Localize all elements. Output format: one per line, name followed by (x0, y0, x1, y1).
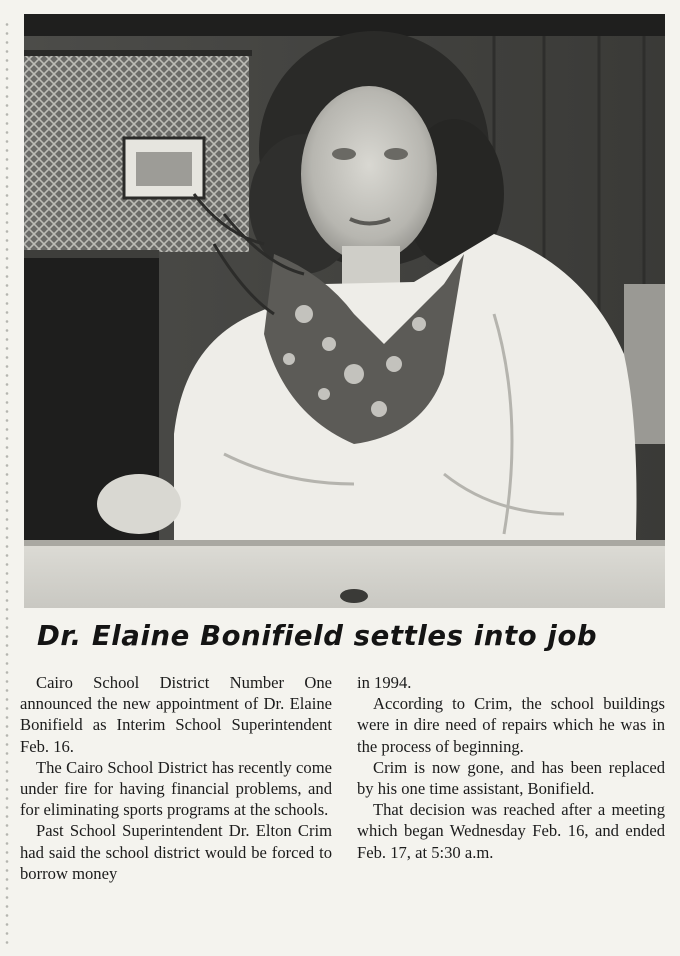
paragraph: The Cairo School District has recently come under fire for having financial problems, and for eliminating sports programs at the schools. (20, 757, 332, 820)
paragraph: Cairo School District Number One announced the new appointment of Dr. Elaine Bonifield as Interim School Superintendent Feb. 16. (20, 673, 332, 756)
torn-edge (4, 20, 10, 950)
paragraph: Past School Superintendent Dr. Elton Crim had said the school district would be forced to borrow money (20, 821, 332, 883)
paragraph: That decision was reached after a meeting which began Wednesday Feb. 16, and ended Feb. 17, at 5:30 a.m. (357, 800, 665, 862)
article-headline: Dr. Elaine Bonifield settles into job (37, 620, 598, 652)
portrait-photo (24, 14, 665, 608)
paragraph: Crim is now gone, and has been replaced by his one time assistant, Bonifield. (357, 757, 665, 799)
article-column-left (20, 672, 332, 884)
article-column-right (357, 672, 665, 863)
paragraph: According to Crim, the school buildings were in dire need of repairs which he was in the process of beginning. (357, 694, 665, 756)
paragraph: in 1994. (357, 673, 412, 692)
